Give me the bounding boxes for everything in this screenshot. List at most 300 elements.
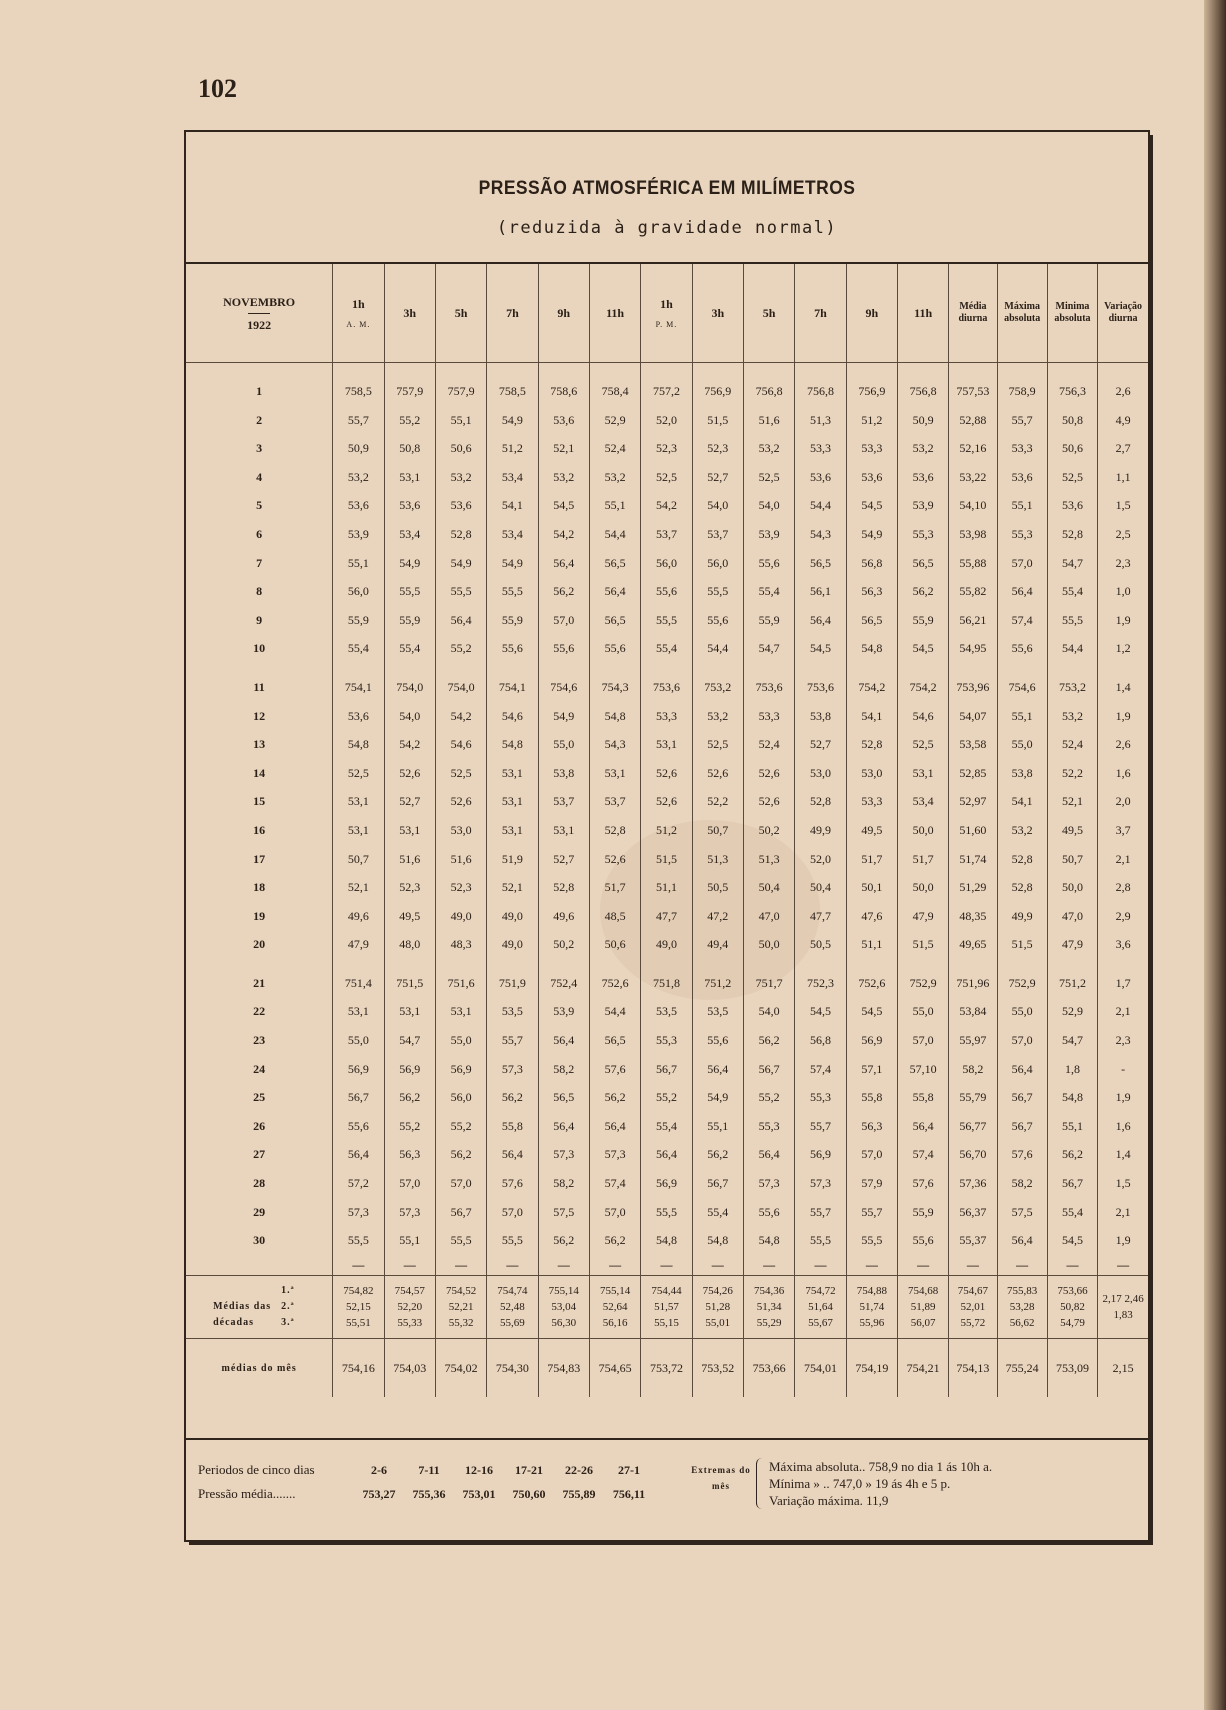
pressure-cell: 56,7 xyxy=(1047,1169,1097,1198)
gap-cell xyxy=(186,959,333,969)
spacer-cell xyxy=(846,363,897,378)
pressure-cell: 756,9 xyxy=(692,377,743,406)
pressure-cell: 751,2 xyxy=(1047,969,1097,998)
pressure-cell: 55,0 xyxy=(897,997,948,1026)
pressure-cell: 53,7 xyxy=(692,520,743,549)
pressure-cell: 52,6 xyxy=(641,787,692,816)
pressure-cell: 754,3 xyxy=(589,673,640,702)
pressure-cell: 54,10 xyxy=(949,491,997,520)
pressure-cell: 51,74 xyxy=(949,845,997,874)
pressure-cell: 52,6 xyxy=(641,759,692,788)
pressure-cell: 54,5 xyxy=(846,997,897,1026)
pressure-cell: 56,9 xyxy=(795,1140,846,1169)
pressure-cell: 50,6 xyxy=(435,434,486,463)
pressure-cell: 52,9 xyxy=(589,406,640,435)
decade-mean-cell: 753,66 50,82 54,79 xyxy=(1047,1275,1097,1338)
pressure-cell: 50,7 xyxy=(333,845,384,874)
pressure-cell: 55,9 xyxy=(897,1198,948,1227)
pressure-cell: 1,1 xyxy=(1098,463,1148,492)
pressure-cell: 55,7 xyxy=(795,1198,846,1227)
pressure-cell: 758,9 xyxy=(997,377,1047,406)
pressure-cell: 53,0 xyxy=(846,759,897,788)
pressure-cell: 53,3 xyxy=(846,787,897,816)
period-cell: 17-21 xyxy=(515,1463,543,1477)
pressure-cell: 53,8 xyxy=(997,759,1047,788)
pressure-cell: 53,2 xyxy=(538,463,589,492)
pressure-cell: 56,9 xyxy=(641,1169,692,1198)
day-number: 15 xyxy=(253,794,266,809)
pressure-cell: 54,3 xyxy=(795,520,846,549)
pressure-cell: 49,9 xyxy=(997,902,1047,931)
pressure-cell: 57,4 xyxy=(589,1169,640,1198)
pressure-cell: 52,85 xyxy=(949,759,997,788)
day-row xyxy=(186,845,1148,874)
hour-header: 9h xyxy=(538,264,589,363)
pressure-cell: 52,3 xyxy=(641,434,692,463)
pressure-cell: 52,88 xyxy=(949,406,997,435)
page-number: 102 xyxy=(198,74,237,103)
dash-cell: — xyxy=(435,1255,486,1276)
pressure-cell: 751,4 xyxy=(333,969,384,998)
pressure-cell: 53,6 xyxy=(795,463,846,492)
day-row xyxy=(186,1169,1148,1198)
pressure-cell: 52,5 xyxy=(333,759,384,788)
pressure-cell: 56,5 xyxy=(589,549,640,578)
pressure-cell: 55,6 xyxy=(692,606,743,635)
pressure-cell: 52,1 xyxy=(333,873,384,902)
pressure-cell: 53,6 xyxy=(846,463,897,492)
pressure-cell: 756,9 xyxy=(846,377,897,406)
decade-mean-cell: 754,72 51,64 55,67 xyxy=(795,1275,846,1338)
pressure-cell: 49,0 xyxy=(435,902,486,931)
pressure-cell: 57,0 xyxy=(997,1026,1047,1055)
pressure-cell: 1,6 xyxy=(1098,759,1148,788)
day-row xyxy=(186,577,1148,606)
decade-gap xyxy=(186,663,1148,673)
pressure-cell: 54,9 xyxy=(538,702,589,731)
table-frame xyxy=(184,130,1150,1542)
pressure-cell: 56,3 xyxy=(846,577,897,606)
day-row xyxy=(186,606,1148,635)
pressure-cell: 56,21 xyxy=(949,606,997,635)
pressure-cell: 55,9 xyxy=(743,606,794,635)
pressure-cell: 57,9 xyxy=(846,1169,897,1198)
pressure-cell: 48,5 xyxy=(589,902,640,931)
pressure-cell: 53,3 xyxy=(743,702,794,731)
day-row xyxy=(186,1140,1148,1169)
pressure-cell: 52,8 xyxy=(1047,520,1097,549)
gap-cell xyxy=(949,663,997,673)
pressure-row xyxy=(198,1482,654,1506)
spacer-cell xyxy=(435,363,486,378)
pressure-cell: 52,2 xyxy=(692,787,743,816)
pressure-cell: 56,0 xyxy=(333,577,384,606)
pressure-label: Pressão média....... xyxy=(198,1486,296,1501)
pressure-cell: 752,4 xyxy=(538,969,589,998)
pressure-cell: 52,1 xyxy=(538,434,589,463)
pressure-cell: 756,8 xyxy=(795,377,846,406)
hour-header: 1h A. M. xyxy=(333,264,384,363)
spacer-cell xyxy=(384,363,435,378)
pressure-cell: 52,4 xyxy=(1047,730,1097,759)
pressure-cell: 53,6 xyxy=(333,702,384,731)
pressure-cell: 50,6 xyxy=(1047,434,1097,463)
periods-label: Periodos de cinco dias xyxy=(198,1462,315,1477)
pressure-cell: 1,5 xyxy=(1098,491,1148,520)
pressure-cell: 58,2 xyxy=(997,1169,1047,1198)
pressure-cell: 52,1 xyxy=(487,873,538,902)
pressure-cell: 56,7 xyxy=(997,1083,1047,1112)
pressure-cell: 54,5 xyxy=(846,491,897,520)
pressure-cell: 54,6 xyxy=(487,702,538,731)
pressure-cell: 53,1 xyxy=(333,997,384,1026)
pressure-cell: 52,8 xyxy=(589,816,640,845)
pressure-cell: 53,1 xyxy=(384,463,435,492)
day-row xyxy=(186,434,1148,463)
pressure-cell: 54,9 xyxy=(692,1083,743,1112)
day-row xyxy=(186,1112,1148,1141)
dash-cell: — xyxy=(1098,1255,1148,1276)
pressure-cell: 51,7 xyxy=(589,873,640,902)
pressure-cell: 52,4 xyxy=(743,730,794,759)
five-day-periods xyxy=(198,1458,654,1506)
day-row xyxy=(186,549,1148,578)
pressure-cell: 2,6 xyxy=(1098,377,1148,406)
minima-header: Minima absoluta xyxy=(1047,264,1097,363)
pressure-cell: 57,3 xyxy=(743,1169,794,1198)
gap-cell xyxy=(641,959,692,969)
pressure-cell: 55,5 xyxy=(795,1226,846,1255)
pressure-cell: 754,1 xyxy=(333,673,384,702)
day-number: 28 xyxy=(253,1176,266,1191)
pressure-cell: 56,4 xyxy=(538,1026,589,1055)
pressure-cell: 53,0 xyxy=(435,816,486,845)
pressure-cell: 49,0 xyxy=(487,930,538,959)
pressure-cell: 52,16 xyxy=(949,434,997,463)
pressure-cell: 54,9 xyxy=(435,549,486,578)
pressure-cell: 56,77 xyxy=(949,1112,997,1141)
pressure-cell: 55,88 xyxy=(949,549,997,578)
pressure-cell: 751,2 xyxy=(692,969,743,998)
pressure-cell: 53,9 xyxy=(333,520,384,549)
pressure-cell: 55,4 xyxy=(1047,577,1097,606)
pressure-cell: 50,9 xyxy=(333,434,384,463)
pressure-cell: 752,3 xyxy=(795,969,846,998)
pressure-cell: 53,4 xyxy=(897,787,948,816)
pressure-cell: 51,2 xyxy=(641,816,692,845)
pressure-cell: 54,8 xyxy=(743,1226,794,1255)
pressure-cell: 55,3 xyxy=(795,1083,846,1112)
gap-cell xyxy=(333,663,384,673)
pressure-cell: 52,8 xyxy=(435,520,486,549)
pressure-cell: 56,2 xyxy=(743,1026,794,1055)
pressure-cell: 57,0 xyxy=(846,1140,897,1169)
day-row xyxy=(186,463,1148,492)
pressure-cell: 53,5 xyxy=(641,997,692,1026)
dash-cell: — xyxy=(1047,1255,1097,1276)
pressure-cell: 55,82 xyxy=(949,577,997,606)
pressure-cell: 47,6 xyxy=(846,902,897,931)
pressure-cell: 55,6 xyxy=(692,1026,743,1055)
pressure-cell: 54,8 xyxy=(641,1226,692,1255)
pressure-cell: 50,6 xyxy=(589,930,640,959)
day-row xyxy=(186,759,1148,788)
pressure-cell: 56,3 xyxy=(846,1112,897,1141)
pressure-cell: 51,6 xyxy=(743,406,794,435)
spacer-cell xyxy=(333,363,384,378)
pressure-cell: 49,0 xyxy=(487,902,538,931)
pressure-cell: 53,1 xyxy=(487,816,538,845)
decade-mean-cell: 754,74 52,48 55,69 xyxy=(487,1275,538,1338)
day-row xyxy=(186,491,1148,520)
pressure-cell: 754,6 xyxy=(997,673,1047,702)
day-row xyxy=(186,406,1148,435)
pressure-cell: 54,2 xyxy=(538,520,589,549)
gap-cell xyxy=(186,663,333,673)
pressure-cell: 53,3 xyxy=(795,434,846,463)
pressure-cell: 56,2 xyxy=(589,1226,640,1255)
pressure-cell: 53,1 xyxy=(487,787,538,816)
pressure-cell: 53,2 xyxy=(589,463,640,492)
pressure-cell: 57,4 xyxy=(997,606,1047,635)
gap-cell xyxy=(949,959,997,969)
pressure-cell: 55,6 xyxy=(743,1198,794,1227)
pressure-cell: 50,2 xyxy=(743,816,794,845)
dash-cell xyxy=(186,1255,333,1276)
pressure-cell: 48,35 xyxy=(949,902,997,931)
gap-cell xyxy=(538,959,589,969)
am-label: A. M. xyxy=(346,320,371,329)
pressure-cell: 57,5 xyxy=(538,1198,589,1227)
pressure-cell: 56,2 xyxy=(692,1140,743,1169)
pressure-cell: 56,4 xyxy=(997,1055,1047,1084)
pressure-cell: 55,1 xyxy=(333,549,384,578)
pressure-cell: 56,2 xyxy=(384,1083,435,1112)
day-number: 1 xyxy=(256,384,263,398)
pressure-cell: 56,4 xyxy=(589,1112,640,1141)
pressure-cell: 56,2 xyxy=(435,1140,486,1169)
pressure-cell: 757,2 xyxy=(641,377,692,406)
pressure-cell: 54,4 xyxy=(589,997,640,1026)
pressure-cell: 56,0 xyxy=(641,549,692,578)
day-number: 11 xyxy=(253,679,265,694)
pressure-cell: 58,2 xyxy=(538,1055,589,1084)
pressure-cell: 54,1 xyxy=(487,491,538,520)
day-row xyxy=(186,520,1148,549)
pressure-cell: 52,6 xyxy=(743,759,794,788)
pressure-cell: 53,6 xyxy=(997,463,1047,492)
pressure-cell: 52,5 xyxy=(692,730,743,759)
pressure-cell: 55,4 xyxy=(743,577,794,606)
pressure-cell: 47,9 xyxy=(333,930,384,959)
pressure-cell: 55,3 xyxy=(897,520,948,549)
decade-mean-cell: 754,26 51,28 55,01 xyxy=(692,1275,743,1338)
pressure-cell: 49,5 xyxy=(1047,816,1097,845)
pressure-cell: 53,22 xyxy=(949,463,997,492)
pressure-cell: 53,5 xyxy=(487,997,538,1026)
pressure-cell: 52,6 xyxy=(589,845,640,874)
pressure-cell: 51,7 xyxy=(897,845,948,874)
month-extremes xyxy=(686,1458,992,1509)
month-mean-cell: 754,30 xyxy=(487,1338,538,1397)
pressure-cell: 56,4 xyxy=(538,549,589,578)
hour-header: 3h xyxy=(384,264,435,363)
pressure-cell: 50,1 xyxy=(846,873,897,902)
extreme-variation: Variação máxima. 11,9 xyxy=(769,1493,889,1508)
pressure-cell: 53,98 xyxy=(949,520,997,549)
pressure-cell: 1,0 xyxy=(1098,577,1148,606)
pressure-cell: 56,4 xyxy=(997,577,1047,606)
pressure-cell: 56,7 xyxy=(997,1112,1047,1141)
pressure-cell: 1,9 xyxy=(1098,1083,1148,1112)
pressure-cell: 50,8 xyxy=(384,434,435,463)
pressure-cell: 52,8 xyxy=(997,873,1047,902)
pressure-cell: 57,3 xyxy=(538,1140,589,1169)
gap-cell xyxy=(743,959,794,969)
page-subtitle: (reduzida à gravidade normal) xyxy=(496,218,838,238)
pressure-cell: 51,6 xyxy=(435,845,486,874)
pressure-cell: 56,5 xyxy=(589,1026,640,1055)
pressure-cell: 54,8 xyxy=(333,730,384,759)
pressure-cell: 53,2 xyxy=(997,816,1047,845)
pressure-cell: 53,7 xyxy=(641,520,692,549)
pressure-cell: 50,7 xyxy=(692,816,743,845)
pressure-cell: 49,9 xyxy=(795,816,846,845)
pressure-cell: 2,1 xyxy=(1098,1198,1148,1227)
pressure-cell: 57,6 xyxy=(589,1055,640,1084)
day-row xyxy=(186,377,1148,406)
dash-cell: — xyxy=(846,1255,897,1276)
pressure-cell: 54,4 xyxy=(1047,634,1097,663)
spacer-cell xyxy=(589,363,640,378)
gap-cell xyxy=(897,663,948,673)
pressure-cell: 55,9 xyxy=(384,606,435,635)
spacer-cell xyxy=(641,363,692,378)
pressure-cell: 757,9 xyxy=(384,377,435,406)
month-mean-cell: 754,13 xyxy=(949,1338,997,1397)
pressure-cell: 50,9 xyxy=(897,406,948,435)
pressure-cell: 56,4 xyxy=(333,1140,384,1169)
footer-summary xyxy=(186,1438,1148,1540)
pressure-cell: 49,6 xyxy=(333,902,384,931)
day-row xyxy=(186,873,1148,902)
pressure-cell: 55,2 xyxy=(384,1112,435,1141)
month-mean-cell: 754,01 xyxy=(795,1338,846,1397)
pressure-cell: 753,6 xyxy=(743,673,794,702)
gap-cell xyxy=(692,959,743,969)
period-cell: 12-16 xyxy=(465,1463,493,1477)
pressure-cell: 50,5 xyxy=(795,930,846,959)
pressure-cell: 751,5 xyxy=(384,969,435,998)
pressure-cell: 52,6 xyxy=(435,787,486,816)
pressure-cell: 757,9 xyxy=(435,377,486,406)
pressure-cell: 753,2 xyxy=(692,673,743,702)
pressure-cell: 1,7 xyxy=(1098,969,1148,998)
pressure-cell: 753,01 xyxy=(462,1487,496,1501)
dash-cell: — xyxy=(333,1255,384,1276)
pressure-cell: 57,10 xyxy=(897,1055,948,1084)
pressure-cell: 54,0 xyxy=(743,997,794,1026)
pressure-cell: 54,7 xyxy=(1047,549,1097,578)
pressure-cell: 53,4 xyxy=(487,520,538,549)
pressure-cell: 53,1 xyxy=(384,997,435,1026)
pressure-cell: 55,5 xyxy=(333,1226,384,1255)
pressure-cell: 49,4 xyxy=(692,930,743,959)
hour-header: 5h xyxy=(435,264,486,363)
pressure-cell: 55,4 xyxy=(384,634,435,663)
day-number: 3 xyxy=(256,441,263,456)
pressure-cell: 55,9 xyxy=(487,606,538,635)
day-number: 16 xyxy=(253,822,266,837)
pressure-cell: 51,5 xyxy=(997,930,1047,959)
pressure-cell: 754,2 xyxy=(897,673,948,702)
pressure-cell: 55,5 xyxy=(487,577,538,606)
pressure-cell: 56,2 xyxy=(1047,1140,1097,1169)
pressure-cell: 54,07 xyxy=(949,702,997,731)
hour-header: 5h xyxy=(743,264,794,363)
pressure-cell: 1,8 xyxy=(1047,1055,1097,1084)
pressure-cell: 55,5 xyxy=(487,1226,538,1255)
spacer-row xyxy=(186,363,1148,378)
pressure-cell: 55,3 xyxy=(743,1112,794,1141)
pressure-cell: 51,6 xyxy=(384,845,435,874)
pressure-cell: 49,5 xyxy=(384,902,435,931)
day-row xyxy=(186,1055,1148,1084)
pressure-cell: 52,3 xyxy=(384,873,435,902)
pressure-cell: 54,5 xyxy=(897,634,948,663)
pressure-cell: 52,7 xyxy=(795,730,846,759)
day-row xyxy=(186,969,1148,998)
pressure-cell: 54,9 xyxy=(384,549,435,578)
month-mean-cell: 753,09 xyxy=(1047,1338,1097,1397)
periods-row xyxy=(198,1458,654,1482)
pressure-cell: 49,65 xyxy=(949,930,997,959)
pressure-cell: 55,8 xyxy=(487,1112,538,1141)
spacer-cell xyxy=(795,363,846,378)
pressure-cell: 55,2 xyxy=(641,1083,692,1112)
pressure-cell: 54,7 xyxy=(1047,1026,1097,1055)
gap-cell xyxy=(692,663,743,673)
pressure-cell: 55,6 xyxy=(538,634,589,663)
pressure-cell: 55,5 xyxy=(435,577,486,606)
pressure-cell: 56,2 xyxy=(538,577,589,606)
pressure-cell: 54,7 xyxy=(743,634,794,663)
month-rule xyxy=(248,313,270,314)
pressure-cell: 53,6 xyxy=(897,463,948,492)
pressure-cell: 752,9 xyxy=(897,969,948,998)
pressure-cell: 55,1 xyxy=(692,1112,743,1141)
pressure-cell: 52,4 xyxy=(589,434,640,463)
month-mean-cell: 754,03 xyxy=(384,1338,435,1397)
pressure-cell: 753,6 xyxy=(795,673,846,702)
pressure-cell: 48,0 xyxy=(384,930,435,959)
gap-cell xyxy=(384,663,435,673)
pressure-cell: 55,37 xyxy=(949,1226,997,1255)
month-name: NOVEMBRO xyxy=(223,294,296,309)
pressure-cell: 55,5 xyxy=(692,577,743,606)
pressure-cell: 56,7 xyxy=(692,1169,743,1198)
day-row xyxy=(186,702,1148,731)
pressure-cell: 1,9 xyxy=(1098,606,1148,635)
pressure-cell: 54,8 xyxy=(1047,1083,1097,1112)
day-number: 25 xyxy=(253,1090,266,1105)
pressure-cell: 54,95 xyxy=(949,634,997,663)
month-mean-cell: 754,21 xyxy=(897,1338,948,1397)
pressure-cell: 51,5 xyxy=(641,845,692,874)
page-title: PRESSÃO ATMOSFÉRICA EM MILÍMETROS xyxy=(478,178,856,199)
pressure-cell: 55,8 xyxy=(897,1083,948,1112)
extremes-lines xyxy=(769,1458,992,1509)
